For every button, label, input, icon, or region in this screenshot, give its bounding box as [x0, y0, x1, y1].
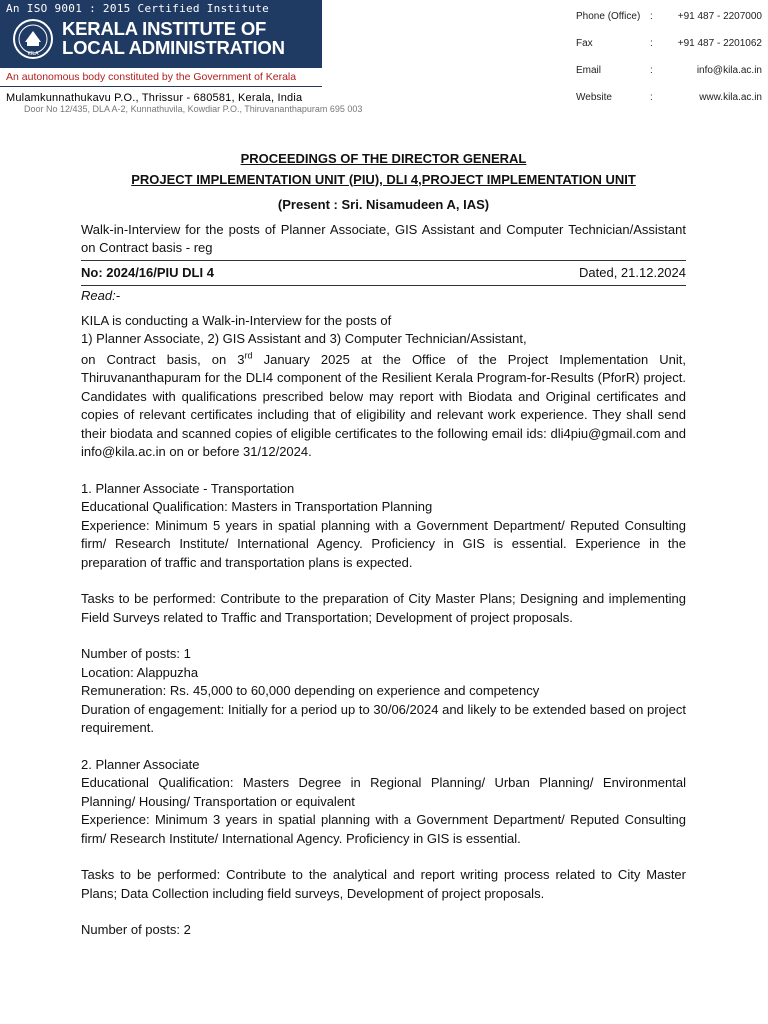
post2-posts: Number of posts: 2	[81, 922, 191, 937]
post1-experience: Experience: Minimum 5 years in spatial planning with a Government Department/ Reputed Consulting firm/ Research Institute/ International Agency. Proficiency in GIS is essential. Experience in the preparation of traffic and transportation plans is expected.	[81, 517, 686, 570]
post2-qualification: Educational Qualification: Masters Degree in Regional Planning/ Urban Planning/ Environmental Planning/ Housing/ Transportation or equivalent	[81, 775, 686, 809]
reference-number: No: 2024/16/PIU DLI 4	[81, 264, 214, 280]
post1-duration: Duration of engagement: Initially for a period up to 30/06/2024 and likely to be extended based on project requirement.	[81, 701, 686, 735]
post1-location: Location: Alappuzha	[81, 664, 199, 680]
proceedings-heading: PROCEEDINGS OF THE DIRECTOR GENERAL	[240, 151, 527, 166]
post1-remuneration: Remuneration: Rs. 45,000 to 60,000 depending on experience and competency	[81, 683, 540, 698]
contact-value: +91 487 - 2201062	[677, 38, 762, 49]
contact-value: +91 487 - 2207000	[677, 11, 762, 22]
subject-text: Walk-in-Interview for the posts of Planner Associate, GIS Assistant and Computer Technician/Assistant on Contract basis - reg	[81, 221, 686, 255]
post2-title: 2. Planner Associate	[81, 756, 200, 772]
secondary-address: Door No 12/435, DLA A-2, Kunnathuvila, Kowdiar P.O., Thiruvananthapuram 695 003	[24, 104, 363, 114]
intro-after-sup: January 2025 at the Office of the Project Implementation Unit, Thiruvananthapuram for the DLI4 component of the Resilient Kerala Program-for-Results (PforR) project. Candidates with qualifications prescribed below may report with Biodata and Original certificates and copies of relevant certificates including that of eligibility and relevant work experience. They shall send their biodata and scanned copies of eligible certificates to the following email ids: dli4piu@gmail.com and info@kila.ac.in on or before 31/12/2024.	[81, 351, 686, 459]
intro-paragraph	[81, 351, 686, 462]
intro-before-sup: on Contract basis, on 3	[81, 351, 245, 367]
contact-fax: Fax : +91 487 - 2201062	[576, 38, 762, 49]
ordinal-suffix: rd	[244, 350, 253, 361]
iso-certification: An ISO 9001 : 2015 Certified Institute	[6, 2, 270, 15]
post2-tasks: Tasks to be performed: Contribute to the analytical and report writing process related to City Master Plans; Data Collection including field surveys, Development of project proposals.	[81, 867, 686, 901]
contact-label: Phone (Office)	[576, 11, 641, 22]
letterhead-banner	[0, 0, 322, 108]
post1-tasks: Tasks to be performed: Contribute to the preparation of City Master Plans; Designing and implementing Field Surveys related to Traffic and Transportation; Development of project proposals.	[81, 591, 686, 625]
institute-address: Mulamkunnathukavu P.O., Thrissur - 680581, Kerala, India	[0, 86, 322, 107]
banner-header	[0, 0, 322, 67]
intro-line1: KILA is conducting a Walk-in-Interview for the posts of	[81, 312, 392, 328]
contact-value[interactable]: www.kila.ac.in	[699, 92, 762, 103]
contact-label: Email	[576, 65, 602, 76]
emblem-label: KILA	[27, 51, 39, 57]
reference-date: Dated, 21.12.2024	[579, 264, 686, 280]
document-body	[81, 150, 686, 940]
kila-emblem-icon	[12, 18, 54, 60]
post1-title: 1. Planner Associate - Transportation	[81, 480, 295, 496]
contact-label: Fax	[576, 38, 593, 49]
contact-phone: Phone (Office) : +91 487 - 2207000	[576, 11, 762, 22]
reference-row	[81, 260, 686, 287]
institute-name-line1: KERALA INSTITUTE OF	[62, 18, 267, 39]
unit-heading: PROJECT IMPLEMENTATION UNIT (PIU), DLI 4,PROJECT IMPLEMENTATION UNIT	[131, 171, 636, 187]
read-label: Read:-	[81, 288, 121, 303]
contact-email: Email : info@kila.ac.in	[576, 65, 762, 76]
present-line: (Present : Sri. Nisamudeen A, IAS)	[277, 197, 490, 212]
post2-experience: Experience: Minimum 3 years in spatial planning with a Government Department/ Reputed Consulting firm/ Research Institute/ International Agency. Proficiency in GIS is essential.	[81, 812, 686, 846]
intro-line2: 1) Planner Associate, 2) GIS Assistant and 3) Computer Technician/Assistant,	[81, 331, 527, 346]
institute-name-line2: LOCAL ADMINISTRATION	[62, 37, 285, 58]
contact-website: Website : www.kila.ac.in	[576, 92, 762, 103]
contact-label: Website	[576, 92, 612, 103]
post1-qualification: Educational Qualification: Masters in Transportation Planning	[81, 499, 433, 514]
contact-value[interactable]: info@kila.ac.in	[696, 65, 762, 76]
post1-posts: Number of posts: 1	[81, 646, 191, 661]
institute-tagline: An autonomous body constituted by the Government of Kerala	[0, 67, 322, 86]
institute-name	[62, 19, 285, 57]
